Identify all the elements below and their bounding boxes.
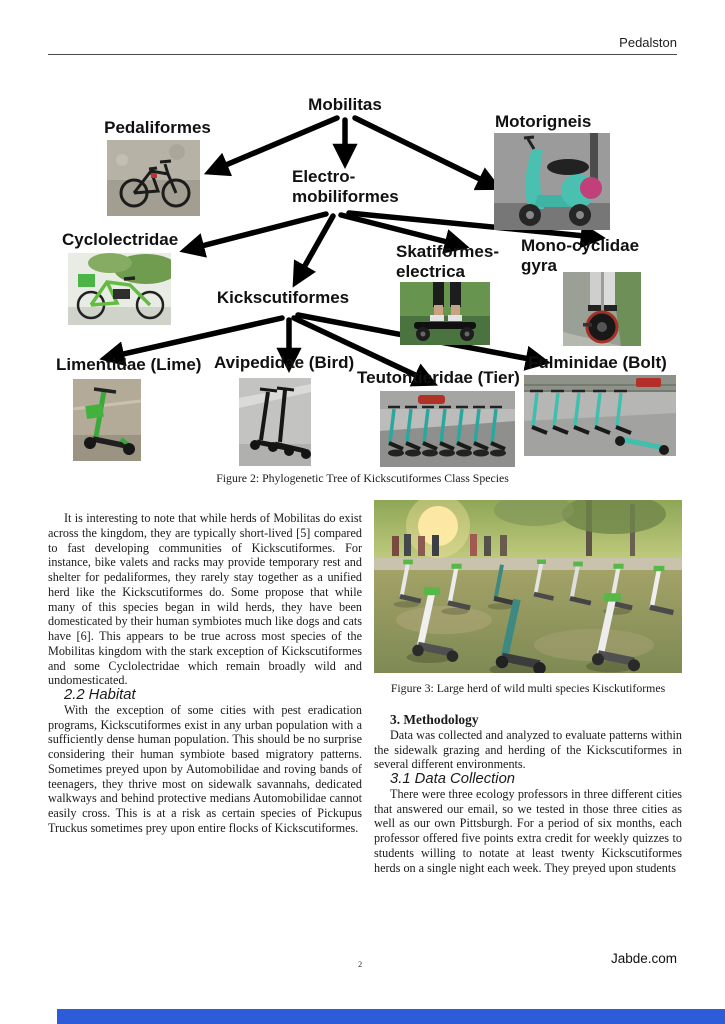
scooter-herd-park-photo [374,500,682,673]
figure2-caption: Figure 2: Phylogenetic Tree of Kickscutiformes Class Species [216,471,509,485]
paragraph-data-collection: There were three ecology professors in three different cities that answered our email, so we tested in those three cities as well as our own Pittsburgh. For a period of six months, each professor offered five points extra credit for weekly quizzes to students willing to notate at least twenty Kickscutiformes herds on a single night each week. They preyed upon students [374,786,682,875]
electric-bike-photo [68,253,171,325]
node-mono-line2: gyra [521,255,557,275]
figure2-phylogenetic-tree [0,0,725,470]
paragraph-methodology: Data was collected and analyzed to evaluate patterns within the sidewalk grazing and herding of the Kickscutiformes in several different environments. [374,727,682,772]
node-cyclolectridae: Cyclolectridae [62,230,179,249]
node-electromobiliformes-line2: mobiliformes [292,186,399,206]
electric-unicycle-photo [563,272,641,346]
node-skatiformes-electrica [396,242,499,281]
node-skatiformes-line2: electrica [396,261,465,281]
section-heading-data-collection: 3.1 Data Collection [390,771,516,787]
left-column [48,511,362,836]
electric-skateboard-photo [400,282,490,345]
bottom-accent-bar [57,1009,725,1024]
page-number: 2 [358,959,363,969]
paragraph-herds: It is interesting to note that while herds of Mobilitas do exist across the kingdom, they are typically short-lived [5] compared to fast developing communities of Kickscutiformes. For instance, bike valets and racks may provide temporary rest and shelter for pedaliformes, they rarely stay together as a unified herd like the Kickscutiformes do. Some propose that while many of this species began in wild herds, they have been domesticated by their human symbiotes much like dogs and cats have [6]. This appears to be true across most species of the Mobilitas kingdom with the stark exception of Kickscutiformes and some Cyclolectridae which remain broadly wild and undomesticated. [48,511,362,688]
site-name: Jabde.com [610,951,677,966]
node-kickscutiformes: Kickscutiformes [216,288,350,307]
node-fulminidae: Fulminidae (Bolt) [528,353,667,372]
node-mono-cyclidae-gyra [521,236,639,275]
node-avipedidae: Avipedidae (Bird) [214,353,355,372]
section-heading-methodology: 3. Methodology [390,712,479,727]
figure3-caption: Figure 3: Large herd of wild multi species Kisckutiformes [390,681,666,695]
moped-photo [494,133,610,230]
lime-scooter-photo [73,379,141,461]
bird-scooter-photo [239,378,311,466]
node-limentidae: Limentidae (Lime) [56,355,202,374]
bicycle-photo [107,140,200,216]
node-mono-line1: Mono-cyclidae [521,236,640,255]
node-electromobiliformes-line1: Electro- [292,167,356,186]
node-pedaliformes: Pedaliformes [104,118,211,137]
bolt-scooter-group-photo [524,375,676,456]
running-head: Pedalston [619,35,677,50]
node-skatiformes-line1: Skatiformes- [396,242,499,261]
tier-scooter-row-photo [380,391,515,467]
right-column [374,500,682,875]
section-heading-habitat: 2.2 Habitat [64,687,136,703]
node-teutontieridae: Teutontieridae (Tier) [357,368,520,387]
node-motorigneis: Motorigneis [495,112,592,131]
paragraph-habitat: With the exception of some cities with pest eradication programs, Kickscutiformes exist in any urban population with a sufficiently dense human population. This should be no surprise considering their human symbiote based migratory patterns. Sometimes preyed upon by Automobilidae and roving bands of teenagers, they thrive most on sidewalk savannahs, dedicated walkways and behind protective medians Automobilidae cannot easily cross. This is at a risk as certain species of Pickupus Truckus sometimes prey upon entire flocks of Kickscutiformes. [48,702,362,835]
node-mobilitas: Mobilitas [308,95,382,114]
node-electromobiliformes [292,167,399,206]
